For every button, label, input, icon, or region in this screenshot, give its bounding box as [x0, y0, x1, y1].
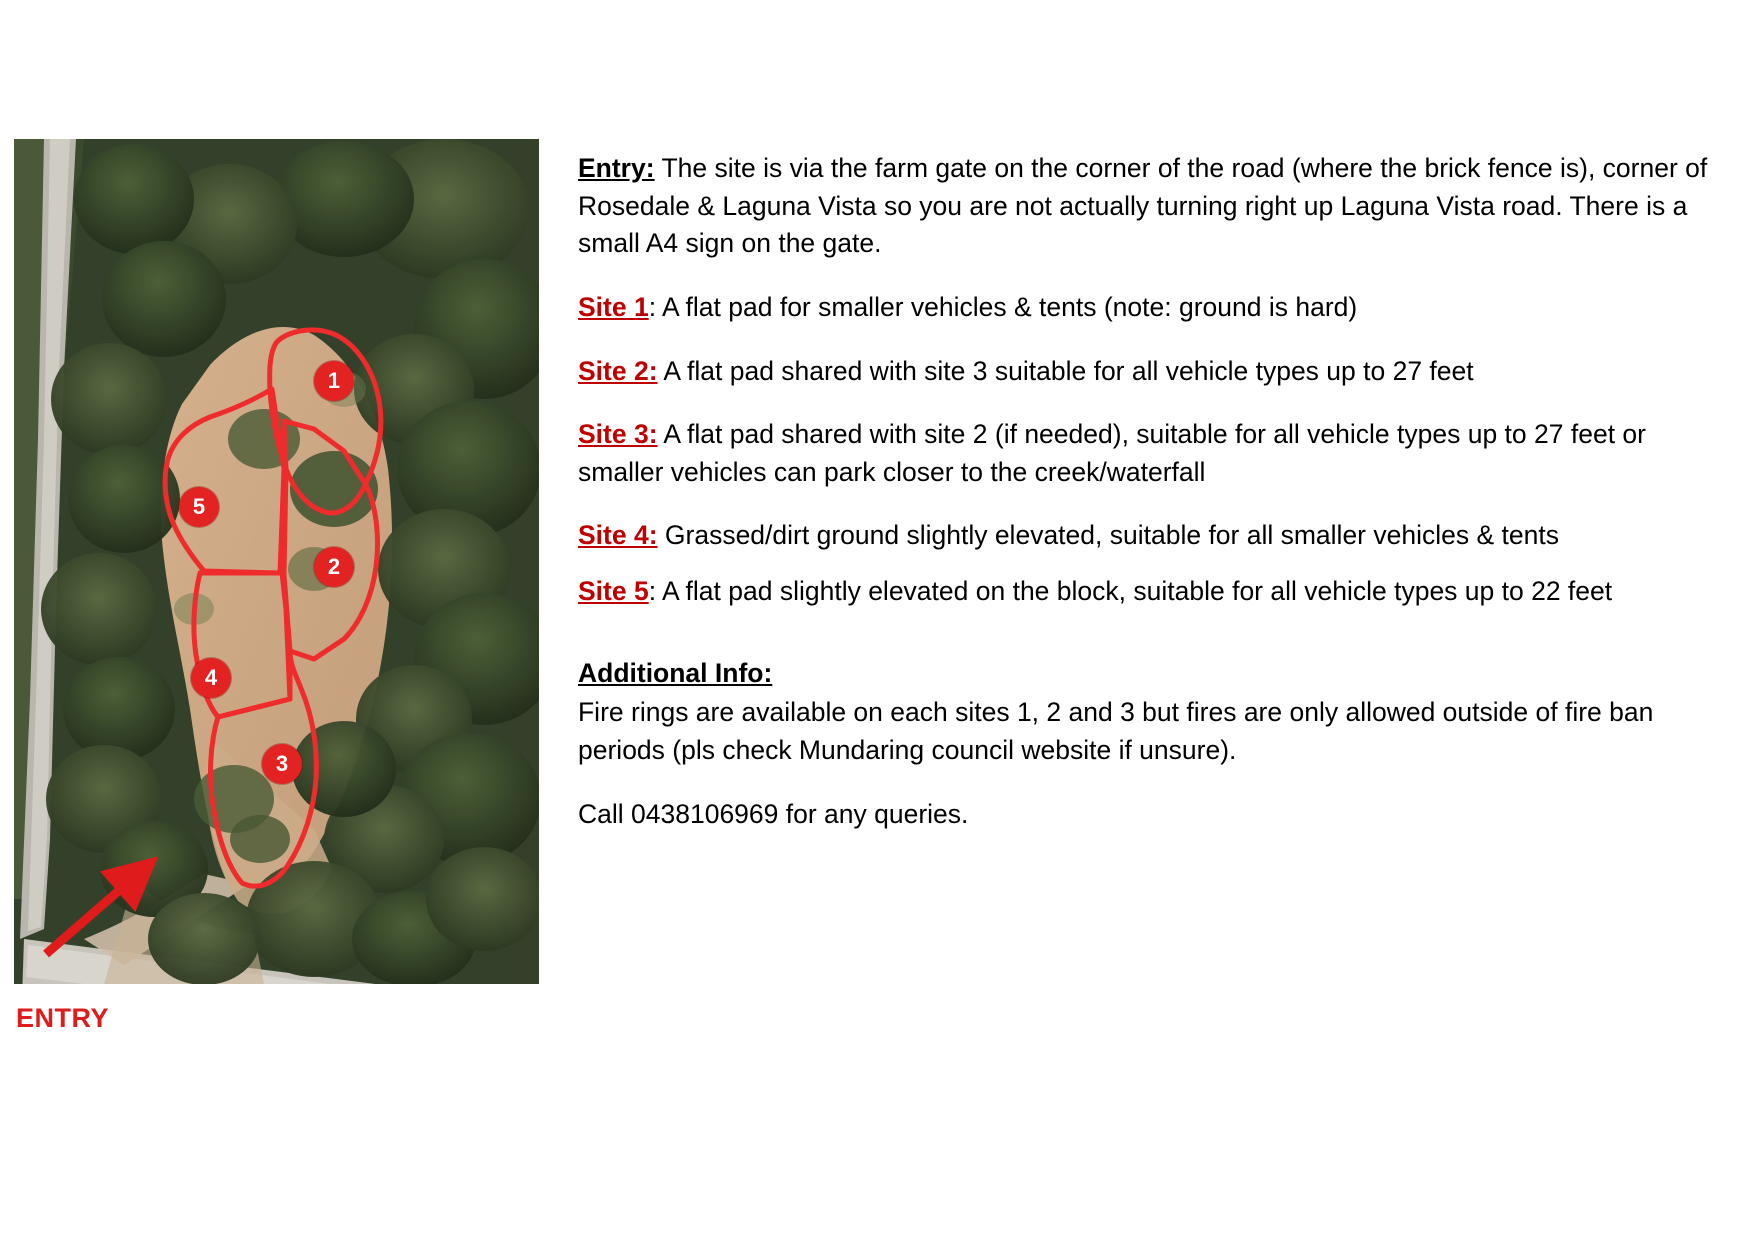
site-5-body: : A flat pad slightly elevated on the block, suitable for all vehicle types up to 22 feet [648, 576, 1613, 606]
site-2-body: A flat pad shared with site 3 suitable for all vehicle types up to 27 feet [657, 355, 1474, 386]
additional-info-heading: Additional Info: [578, 657, 773, 688]
site-3-paragraph [578, 416, 1718, 491]
site-marker-4 [191, 658, 231, 698]
entry-label: ENTRY [16, 1003, 110, 1033]
site-4-body: Grassed/dirt ground slightly elevated, suitable for all smaller vehicles & tents [657, 520, 1559, 551]
entry-arrow-icon [20, 844, 200, 974]
site-1-paragraph [578, 289, 1718, 327]
site-2-paragraph [578, 353, 1718, 391]
site-marker-2 [314, 547, 354, 587]
contact-paragraph: Call 0438106969 for any queries. [578, 798, 969, 829]
spacer [578, 637, 1718, 655]
site-5-paragraph [578, 573, 1718, 611]
site-5-lead: Site 5 [578, 576, 649, 606]
site-marker-5-label: 5 [192, 494, 206, 519]
site-marker-3 [262, 744, 302, 784]
site-2-lead: Site 2: [578, 355, 658, 386]
site-map-image [14, 139, 539, 984]
site-4-lead: Site 4: [578, 520, 658, 551]
site-marker-1 [314, 361, 354, 401]
site-3-lead: Site 3: [578, 419, 658, 450]
site-marker-2-label: 2 [327, 554, 341, 579]
info-text-column [578, 150, 1718, 859]
additional-info-paragraph [578, 655, 1718, 770]
entry-paragraph [578, 150, 1718, 263]
entry-lead: Entry: [578, 153, 655, 183]
site-1-lead: Site 1 [578, 291, 649, 322]
site-marker-3-label: 3 [275, 751, 289, 776]
site-1-body: : A flat pad for smaller vehicles & tents (note: ground is hard) [648, 291, 1358, 322]
entry-body: The site is via the farm gate on the corner of the road (where the brick fence is), corner of Rosedale & Laguna Vista so you are not actually turning right up Laguna Vista road. There is a small A4 sign on the gate. [578, 153, 1708, 259]
site-marker-1-label: 1 [327, 368, 341, 393]
site-marker-5 [179, 487, 219, 527]
site-3-body: A flat pad shared with site 2 (if needed), suitable for all vehicle types up to 27 feet or smaller vehicles can park closer to the creek/waterfall [578, 419, 1646, 487]
site-marker-4-label: 4 [204, 665, 218, 690]
additional-info-body: Fire rings are available on each sites 1, 2 and 3 but fires are only allowed outside of fire ban periods (pls check Mundaring council website if unsure). [578, 697, 1654, 765]
site-4-paragraph [578, 517, 1718, 555]
